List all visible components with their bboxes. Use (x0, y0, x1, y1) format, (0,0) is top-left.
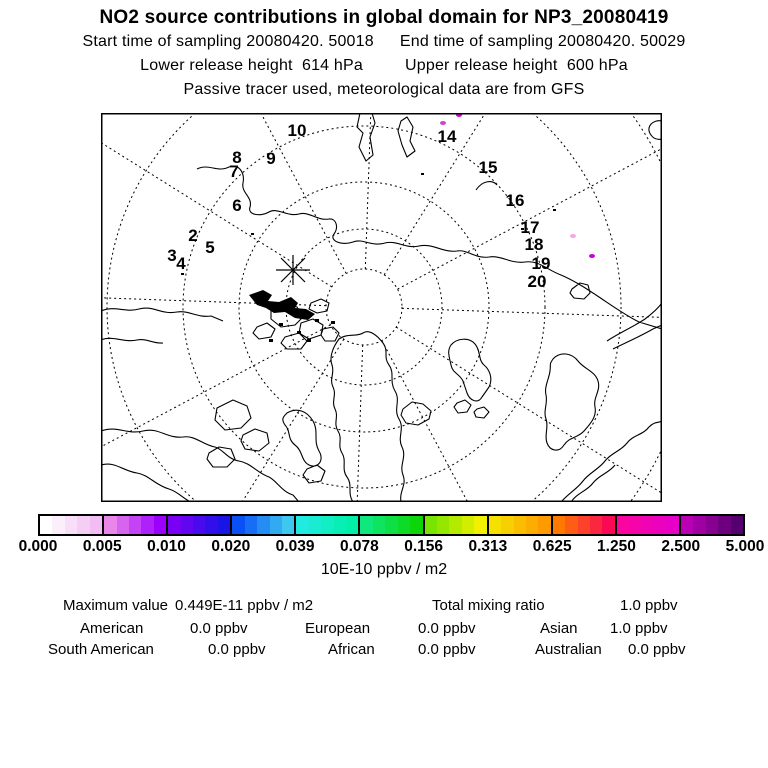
polar-map (101, 113, 662, 502)
colorbar-tick-label: 0.156 (404, 538, 444, 555)
colorbar-block (551, 516, 615, 534)
colorbar-block (102, 516, 166, 534)
colorbar-tick-label: 0.020 (211, 538, 251, 555)
meridian-line (162, 113, 346, 273)
tracer-info-line (0, 81, 768, 99)
upper-release-text: Upper release height 600 hPa (405, 57, 628, 74)
meridian-line (382, 341, 566, 502)
day-marker: 18 (524, 235, 544, 254)
colorbar-block (294, 516, 358, 534)
day-marker: 8 (232, 148, 242, 167)
end-time-text: End time of sampling 20080420. 50029 (399, 33, 686, 50)
colorbar-tick-label: 0.005 (82, 538, 122, 555)
day-marker: 16 (505, 191, 525, 210)
latitude-circle (107, 113, 621, 502)
stat-text: 0.0 ppbv (190, 620, 248, 637)
colorbar-tick-label: 2.500 (661, 538, 701, 555)
stat-text: 1.0 ppbv (610, 620, 668, 637)
stat-text: Total mixing ratio (432, 597, 545, 614)
release-heights-line (0, 57, 768, 75)
meridian-line (365, 113, 379, 269)
colorbar-tick-label: 5.000 (725, 538, 765, 555)
meridian-line (349, 345, 363, 502)
stat-text: 0.0 ppbv (628, 641, 686, 658)
colorbar-block (40, 516, 102, 534)
day-marker: 14 (437, 127, 457, 146)
stat-text: European (305, 620, 371, 637)
graticule (101, 113, 662, 502)
coastline (101, 113, 662, 502)
colorbar-tick-label: 0.625 (532, 538, 572, 555)
colorbar-tick-label: 0.010 (147, 538, 186, 555)
day-marker: 17 (520, 218, 540, 237)
colorbar-tick-label: 0.039 (275, 538, 315, 555)
day-marker: 9 (266, 149, 276, 168)
day-marker: 20 (527, 272, 547, 291)
concentration-specks (437, 113, 595, 258)
station-asterisk-marker (276, 255, 310, 285)
colorbar-labels (18, 538, 765, 558)
day-marker: 4 (176, 254, 186, 273)
day-marker: 2 (188, 226, 198, 245)
colorbar-block (615, 516, 679, 534)
map-border (102, 114, 662, 502)
colorbar-block (679, 516, 743, 534)
latitude-circle (326, 269, 402, 345)
stat-text: African (328, 641, 375, 658)
colorbar-unit: 10E-10 ppbv / m2 (320, 561, 448, 578)
coastlines (101, 113, 662, 502)
day-marker: 5 (205, 238, 215, 257)
stat-text: 0.0 ppbv (418, 641, 476, 658)
stat-text: American (80, 620, 144, 637)
meridian-line (384, 113, 592, 275)
latitude-circle (101, 113, 662, 502)
stat-text: Australian (535, 641, 602, 658)
colorbar-tick-label: 1.250 (597, 538, 636, 555)
colorbar-tick-label: 0.000 (18, 538, 58, 555)
day-marker: 15 (478, 158, 498, 177)
colorbar-block (166, 516, 230, 534)
stat-text: Maximum value (63, 597, 169, 614)
concentration-speck (589, 254, 595, 258)
colorbar-block (358, 516, 422, 534)
concentration-speck (570, 234, 576, 238)
stat-text: 0.0 ppbv (208, 641, 266, 658)
start-time-text: Start time of sampling 20080420. 50018 (82, 33, 374, 50)
day-marker: 3 (167, 246, 177, 265)
colorbar-block (230, 516, 294, 534)
day-marker: 6 (232, 196, 242, 215)
meridian-line (396, 327, 662, 502)
day-marker: 7 (229, 162, 239, 181)
day-marker: 10 (287, 121, 307, 140)
lower-release-text: Lower release height 614 hPa (140, 57, 363, 74)
tracer-text: Passive tracer used, meteorological data are from GFS (183, 81, 585, 98)
sampling-times-line (0, 33, 768, 51)
plot-title: NO2 source contributions in global domain for NP3_20080419 (99, 7, 669, 28)
stat-text: 1.0 ppbv (620, 597, 678, 614)
stat-text: Asian (540, 620, 578, 637)
colorbar-block (423, 516, 487, 534)
concentration-speck (440, 121, 446, 125)
stat-text: 0.449E-11 ppbv / m2 (175, 597, 314, 614)
stat-text: 0.0 ppbv (418, 620, 476, 637)
colorbar-tick-label: 0.078 (339, 538, 379, 555)
colorbar (38, 514, 745, 536)
meridian-line (402, 308, 662, 322)
colorbar-block (487, 516, 551, 534)
colorbar-tick-label: 0.313 (468, 538, 508, 555)
day-marker: 19 (531, 254, 551, 273)
stat-text: South American (48, 641, 154, 658)
